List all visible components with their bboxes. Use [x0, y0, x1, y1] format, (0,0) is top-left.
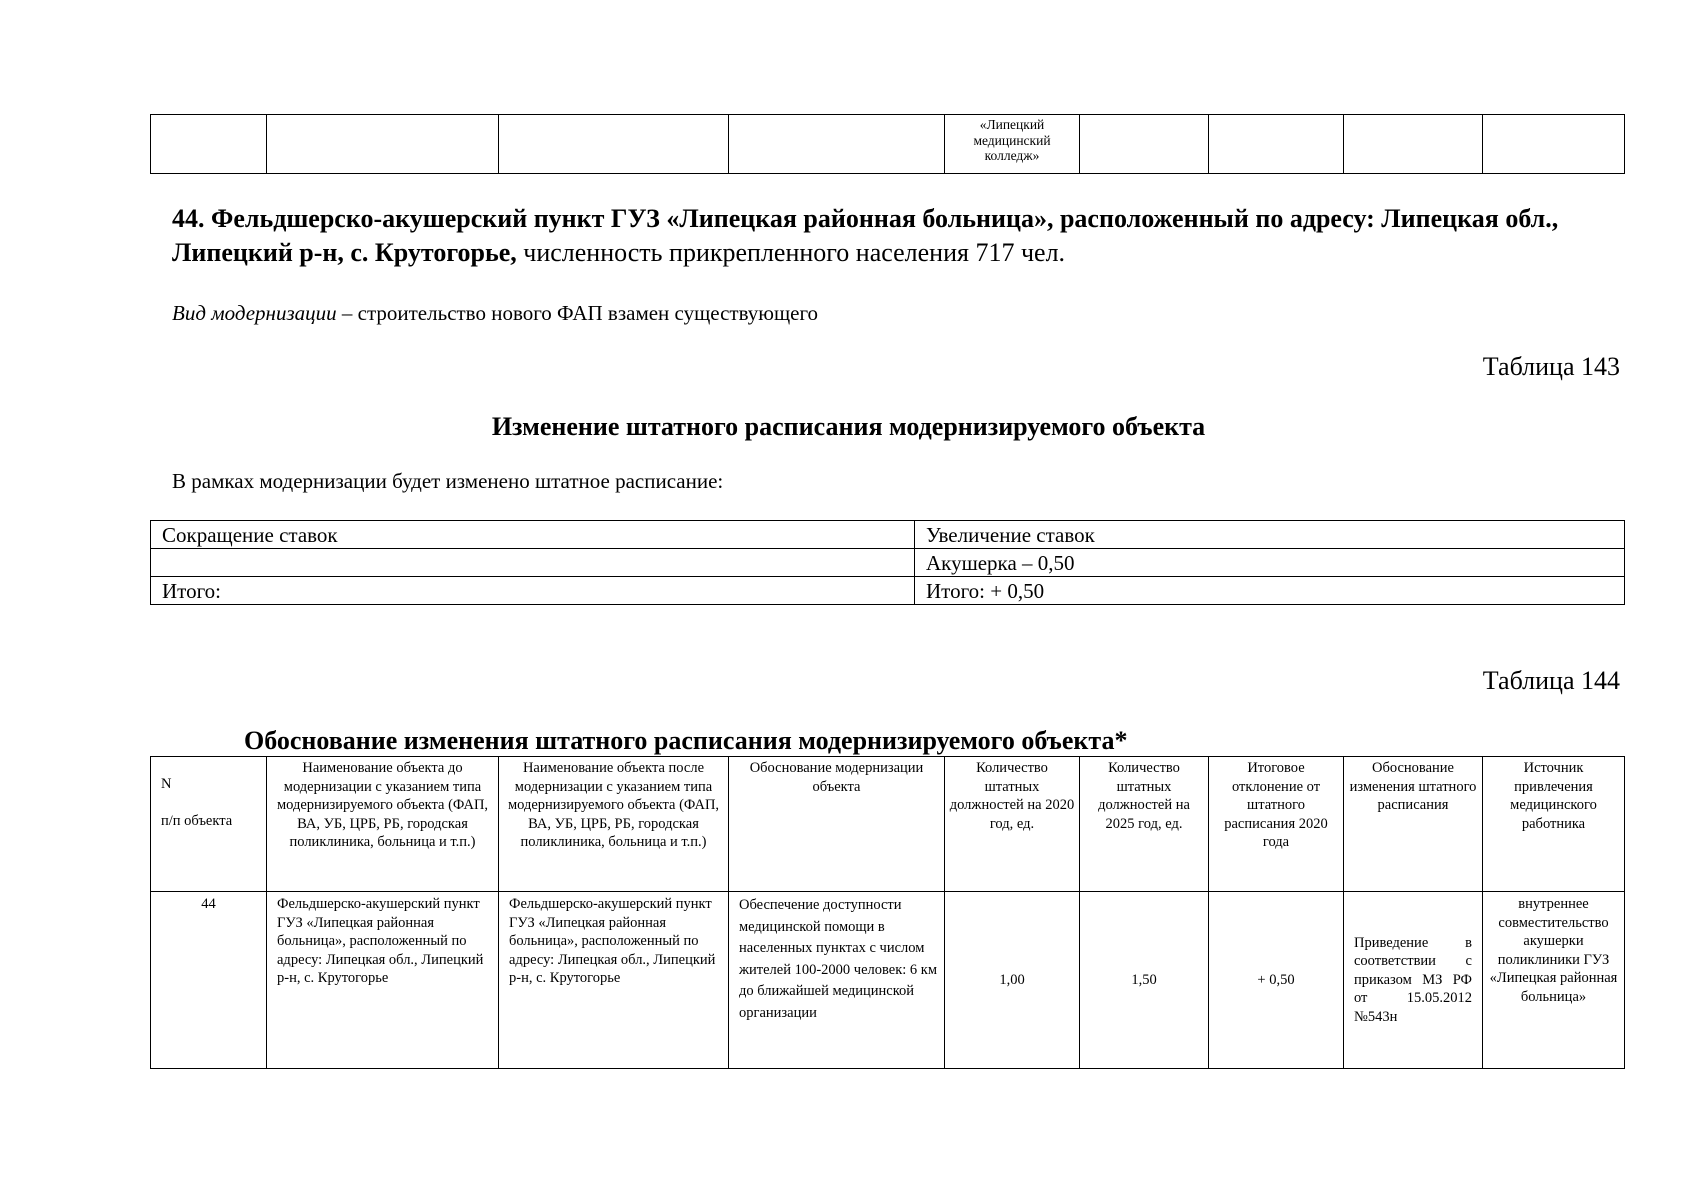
table-cell	[499, 115, 729, 174]
column-header-before: Наименование объекта до модернизации с указанием типа модернизируемого объекта (ФАП, ВА, УБ, ЦРБ, РБ, городская поликлиника, больница и т.п.)	[267, 757, 499, 892]
table-cell: Сокращение ставок	[151, 521, 915, 549]
table-cell	[729, 115, 945, 174]
table-cell: Итого: + 0,50	[915, 577, 1625, 605]
table-row	[151, 521, 1625, 549]
table-cell	[151, 115, 267, 174]
column-header-number	[151, 757, 267, 892]
cell-after: Фельдшерско-акушерский пункт ГУЗ «Липецкая районная больница», расположенный по адресу: Липецкая обл., Липецкий р-н, с. Крутогорье	[499, 892, 729, 1069]
section-heading-bold: 44. Фельдшерско-акушерский пункт ГУЗ «Липецкая районная больница», расположенный по адресу: Липецкая обл., Липецкий р-н, с. Крутогорье,	[172, 204, 1559, 267]
table-title-144: Обоснование изменения штатного расписания модернизируемого объекта*	[244, 726, 1128, 755]
table-cell	[1209, 115, 1344, 174]
cell-source: внутреннее совместительство акушерки поликлиники ГУЗ «Липецкая районная больница»	[1483, 892, 1625, 1069]
table-cell: Увеличение ставок	[915, 521, 1625, 549]
column-header-number-label: п/п объекта	[161, 813, 233, 829]
cell-before: Фельдшерско-акушерский пункт ГУЗ «Липецкая районная больница», расположенный по адресу: Липецкая обл., Липецкий р-н, с. Крутогорье	[267, 892, 499, 1069]
cell-count-2025: 1,50	[1080, 892, 1209, 1069]
cell-deviation: + 0,50	[1209, 892, 1344, 1069]
column-header-after: Наименование объекта после модернизации с указанием типа модернизируемого объекта (ФАП, ВА, УБ, ЦРБ, РБ, городская поликлиника, больница и т.п.)	[499, 757, 729, 892]
table-title-143: Изменение штатного расписания модернизируемого объекта	[491, 412, 1206, 441]
justification-table	[150, 756, 1625, 1069]
table-row	[151, 549, 1625, 577]
table-number-143: Таблица 143	[1482, 352, 1620, 381]
modernization-type	[172, 300, 818, 326]
column-header-number-n: N	[161, 776, 172, 792]
section-heading-population: численность прикрепленного населения 717 чел.	[516, 238, 1066, 267]
table-cell	[1344, 115, 1483, 174]
staff-change-table	[150, 520, 1625, 605]
table-cell: «Липецкий медицинский колледж»	[945, 115, 1080, 174]
table-row	[151, 577, 1625, 605]
cell-count-2020: 1,00	[945, 892, 1080, 1069]
column-header-deviation: Итоговое отклонение от штатного расписания 2020 года	[1209, 757, 1344, 892]
table-cell	[1483, 115, 1625, 174]
table-number-144: Таблица 144	[1482, 666, 1620, 695]
staff-change-intro: В рамках модернизации будет изменено штатное расписание:	[172, 469, 724, 493]
table-row	[151, 115, 1625, 174]
table-cell	[1080, 115, 1209, 174]
cell-reason: Обеспечение доступности медицинской помощи в населенных пунктах с числом жителей 100-2000 человек: 6 км до ближайшей медицинской организации	[729, 892, 945, 1069]
modernization-type-value: – строительство нового ФАП взамен существующего	[336, 301, 819, 325]
column-header-count-2025: Количество штатных должностей на 2025 год, ед.	[1080, 757, 1209, 892]
cell-number: 44	[151, 892, 267, 1069]
table-header-row	[151, 757, 1625, 892]
section-heading	[172, 202, 1622, 270]
table-cell	[151, 549, 915, 577]
column-header-reason: Обоснование модернизации объекта	[729, 757, 945, 892]
column-header-count-2020: Количество штатных должностей на 2020 год, ед.	[945, 757, 1080, 892]
column-header-source: Источник привлечения медицинского работника	[1483, 757, 1625, 892]
table-cell: Акушерка – 0,50	[915, 549, 1625, 577]
column-header-justification: Обоснование изменения штатного расписания	[1344, 757, 1483, 892]
table-row	[151, 892, 1625, 1069]
modernization-type-label: Вид модернизации	[172, 301, 337, 325]
cell-justification: Приведение в соответствии с приказом МЗ РФ от 15.05.2012 №543н	[1344, 892, 1483, 1069]
continuation-table	[150, 114, 1625, 174]
table-cell	[267, 115, 499, 174]
table-cell: Итого:	[151, 577, 915, 605]
